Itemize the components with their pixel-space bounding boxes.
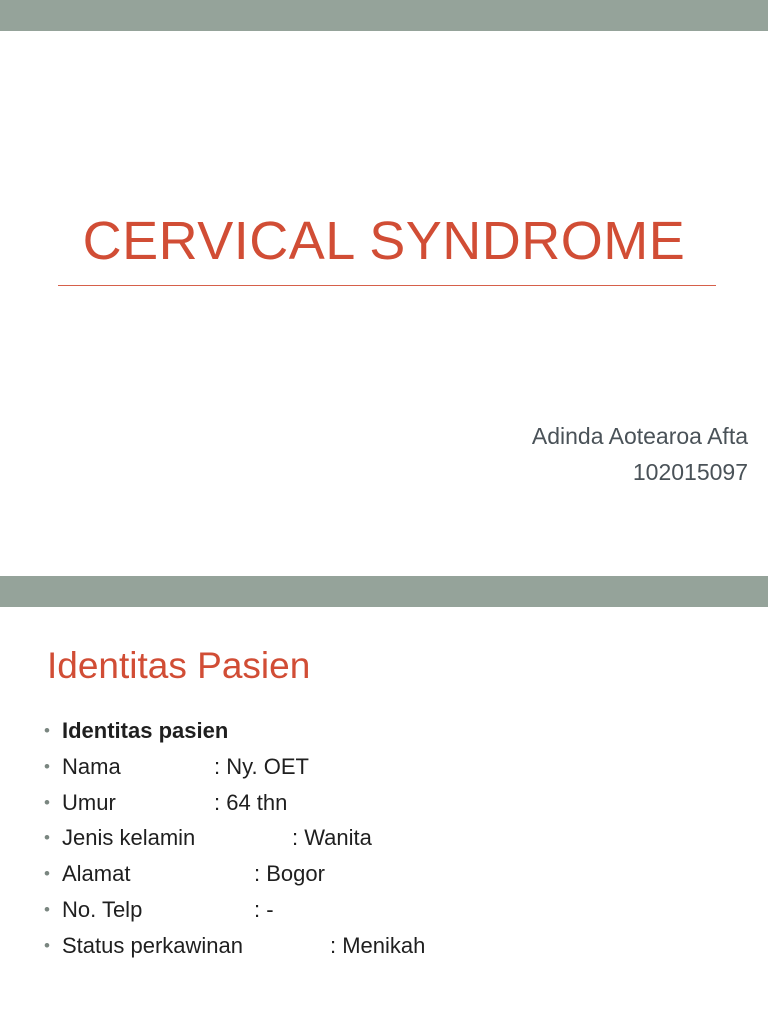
content-slide <box>0 576 768 1024</box>
slide-top-bar <box>0 576 768 607</box>
item-value: : 64 thn <box>214 789 288 815</box>
bullet-icon: • <box>44 935 50 955</box>
bullet-icon: • <box>44 864 50 884</box>
slide-top-bar <box>0 0 768 31</box>
bullet-icon: • <box>44 721 50 740</box>
author-name: Adinda Aotearoa Afta <box>531 423 748 449</box>
item-value: : Ny. OET <box>214 753 309 779</box>
item-label: Nama <box>62 753 121 779</box>
item-label: Identitas pasien <box>62 718 229 743</box>
item-value: : Menikah <box>330 932 426 958</box>
slide-title: CERVICAL SYNDROME <box>82 211 686 271</box>
item-label: Jenis kelamin <box>62 825 196 851</box>
bullet-icon: • <box>44 792 50 812</box>
item-value: : Bogor <box>254 861 325 887</box>
title-underline <box>58 285 716 286</box>
slide-title: Identitas Pasien <box>47 645 311 686</box>
item-label: Umur <box>62 789 116 815</box>
item-label: No. Telp <box>62 896 143 922</box>
item-label: Status perkawinan <box>62 932 243 958</box>
item-label: Alamat <box>62 861 131 887</box>
bullet-icon: • <box>44 756 50 776</box>
author-id: 102015097 <box>632 459 748 485</box>
item-value: : Wanita <box>292 825 372 851</box>
bullet-icon: • <box>44 899 50 919</box>
item-value: : - <box>254 896 274 922</box>
bullet-icon: • <box>44 828 50 848</box>
